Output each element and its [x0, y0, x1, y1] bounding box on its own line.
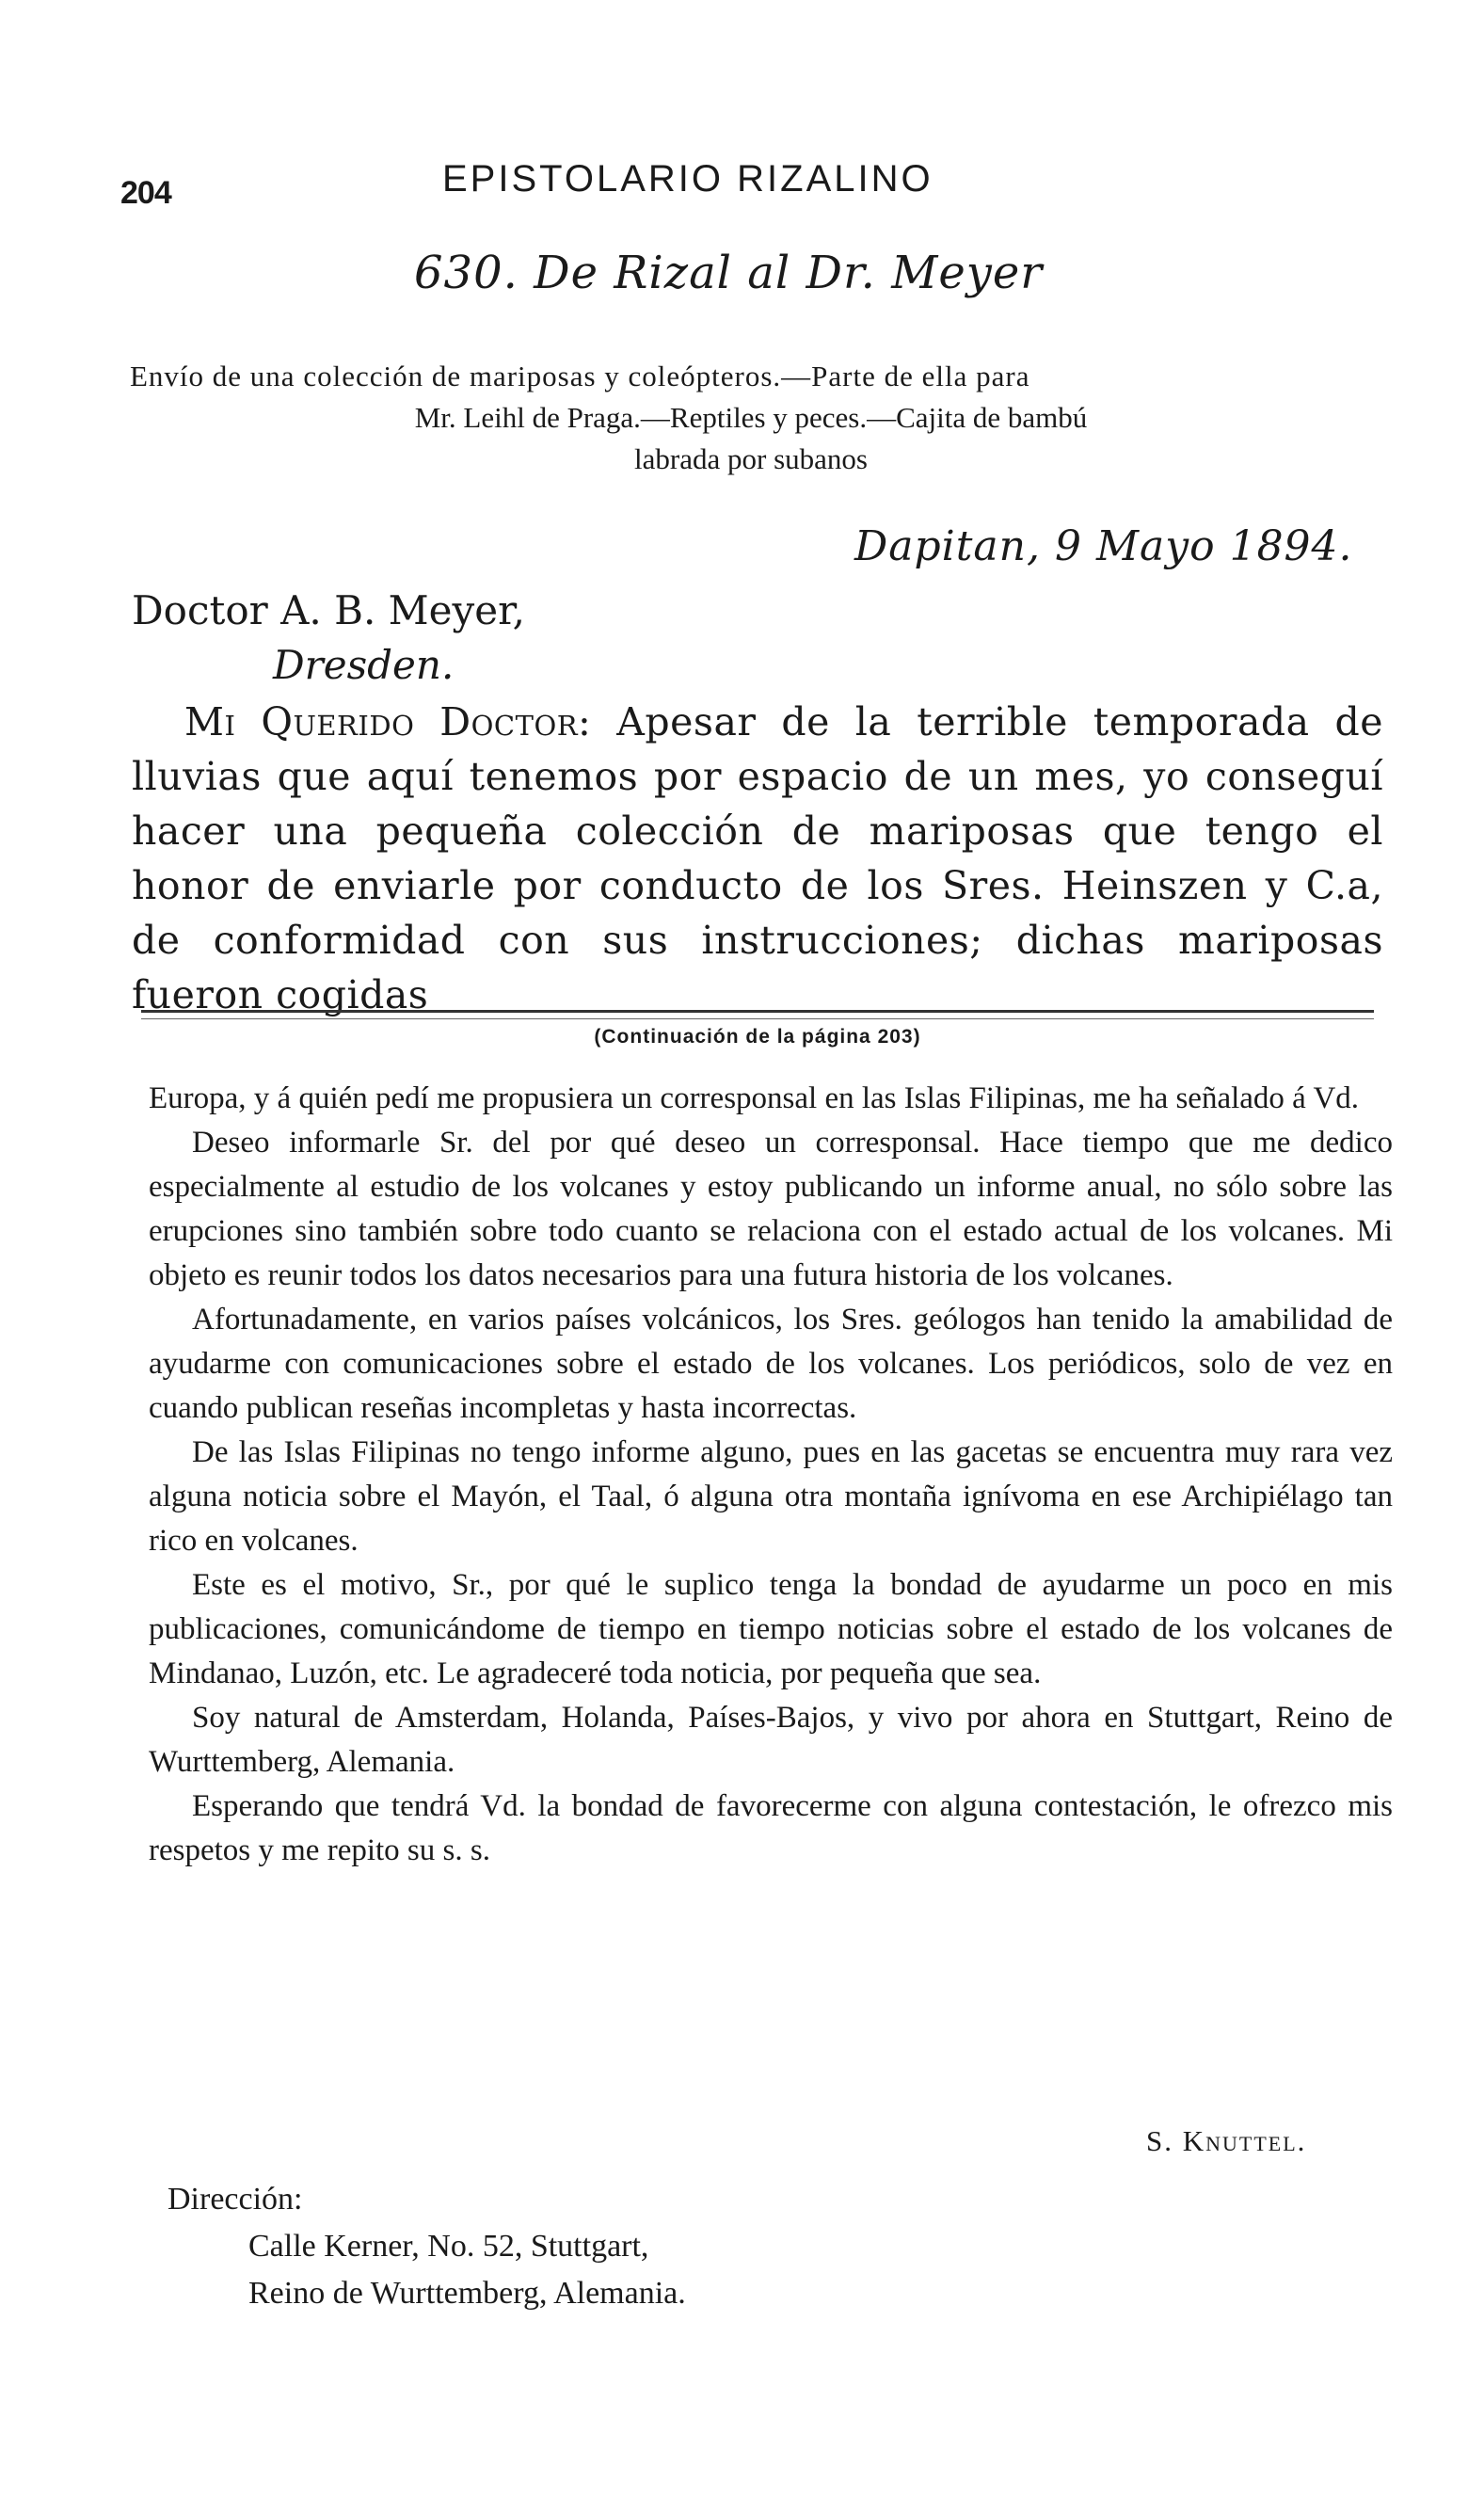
- letter-title: 630. De Rizal al Dr. Meyer: [414, 247, 1044, 299]
- summary-line: Envío de una colección de mariposas y coleópteros.—Parte de ella para: [130, 360, 1030, 392]
- addressee-city: Dresden.: [273, 642, 455, 688]
- address-block: [168, 2176, 1014, 2317]
- footnote-paragraph: Europa, y á quién pedí me propusiera un corresponsal en las Islas Filipinas, me ha señalado á Vd.: [149, 1081, 1360, 1115]
- footnote-paragraph: Afortunadamente, en varios países volcánicos, los Sres. geólogos han tenido la amabilidad de ayudarme con comunicaciones sobre el estado de los volcanes. Los periódicos, solo de vez en cuando publican reseñas incompletas y hasta incorrectas.: [149, 1303, 1393, 1425]
- footnote-paragraph: Deseo informarle Sr. del por qué deseo un corresponsal. Hace tiempo que me dedico especialmente al estudio de los volcanes y estoy publicando un informe anual, no sólo sobre las erupciones sino también sobre todo cuanto se relaciona con el estado actual de los volcanes. Mi objeto es reunir todos los datos necesarios para una futura historia de los volcanes.: [149, 1126, 1393, 1292]
- letter-summary: [130, 356, 1372, 480]
- letter-body: [132, 695, 1383, 1022]
- body-text: Apesar de la terrible temporada de lluvias que aquí tenemos por espacio de un mes, yo conseguí hacer una pequeña colección de mariposas que tengo el honor de enviarle por conducto de los Sres. Heinszen y C.a, de conformidad con sus instrucciones; dichas mariposas fueron cogidas: [132, 699, 1383, 1017]
- continuation-note: (Continuación de la página 203): [594, 1026, 921, 1048]
- salutation: Mi Querido Doctor:: [184, 699, 592, 744]
- footnote-paragraph: Este es el motivo, Sr., por qué le suplico tenga la bondad de ayudarme un poco en mis publicaciones, comunicándome de tiempo en tiempo noticias sobre el estado de los volcanes de Mindanao, Luzón, etc. Le agradeceré toda noticia, por pequeña que sea.: [149, 1568, 1393, 1690]
- addressee: [132, 584, 790, 693]
- footnote-paragraph: De las Islas Filipinas no tengo informe alguno, pues en las gacetas se encuentra muy rara vez alguna noticia sobre el Mayón, el Taal, ó alguna otra montaña ignívoma en ese Archipiélago tan rico en volcanes.: [149, 1435, 1393, 1558]
- address-line: Calle Kerner, No. 52, Stuttgart,: [248, 2229, 649, 2264]
- place-date: Dapitan, 9 Mayo 1894.: [854, 522, 1353, 570]
- footnote-divider: [141, 1010, 1374, 1013]
- addressee-name: Doctor A. B. Meyer,: [132, 587, 525, 633]
- page-number: 204: [120, 175, 171, 211]
- footnote-divider-thin: [141, 1018, 1374, 1019]
- signature: S. Knuttel.: [1146, 2124, 1307, 2157]
- footnote-paragraph: Soy natural de Amsterdam, Holanda, Países-Bajos, y vivo por ahora en Stuttgart, Reino de Wurttemberg, Alemania.: [149, 1701, 1393, 1779]
- summary-line: labrada por subanos: [634, 442, 868, 475]
- footnote-text: [149, 1077, 1393, 1873]
- address-line: Reino de Wurttemberg, Alemania.: [248, 2276, 686, 2311]
- running-title: EPISTOLARIO RIZALINO: [442, 158, 933, 200]
- footnote-paragraph: Esperando que tendrá Vd. la bondad de favorecerme con alguna contestación, le ofrezco mis respetos y me repito su s. s.: [149, 1789, 1393, 1867]
- summary-line: Mr. Leihl de Praga.—Reptiles y peces.—Cajita de bambú: [414, 401, 1088, 434]
- direccion-label: Dirección:: [168, 2182, 303, 2217]
